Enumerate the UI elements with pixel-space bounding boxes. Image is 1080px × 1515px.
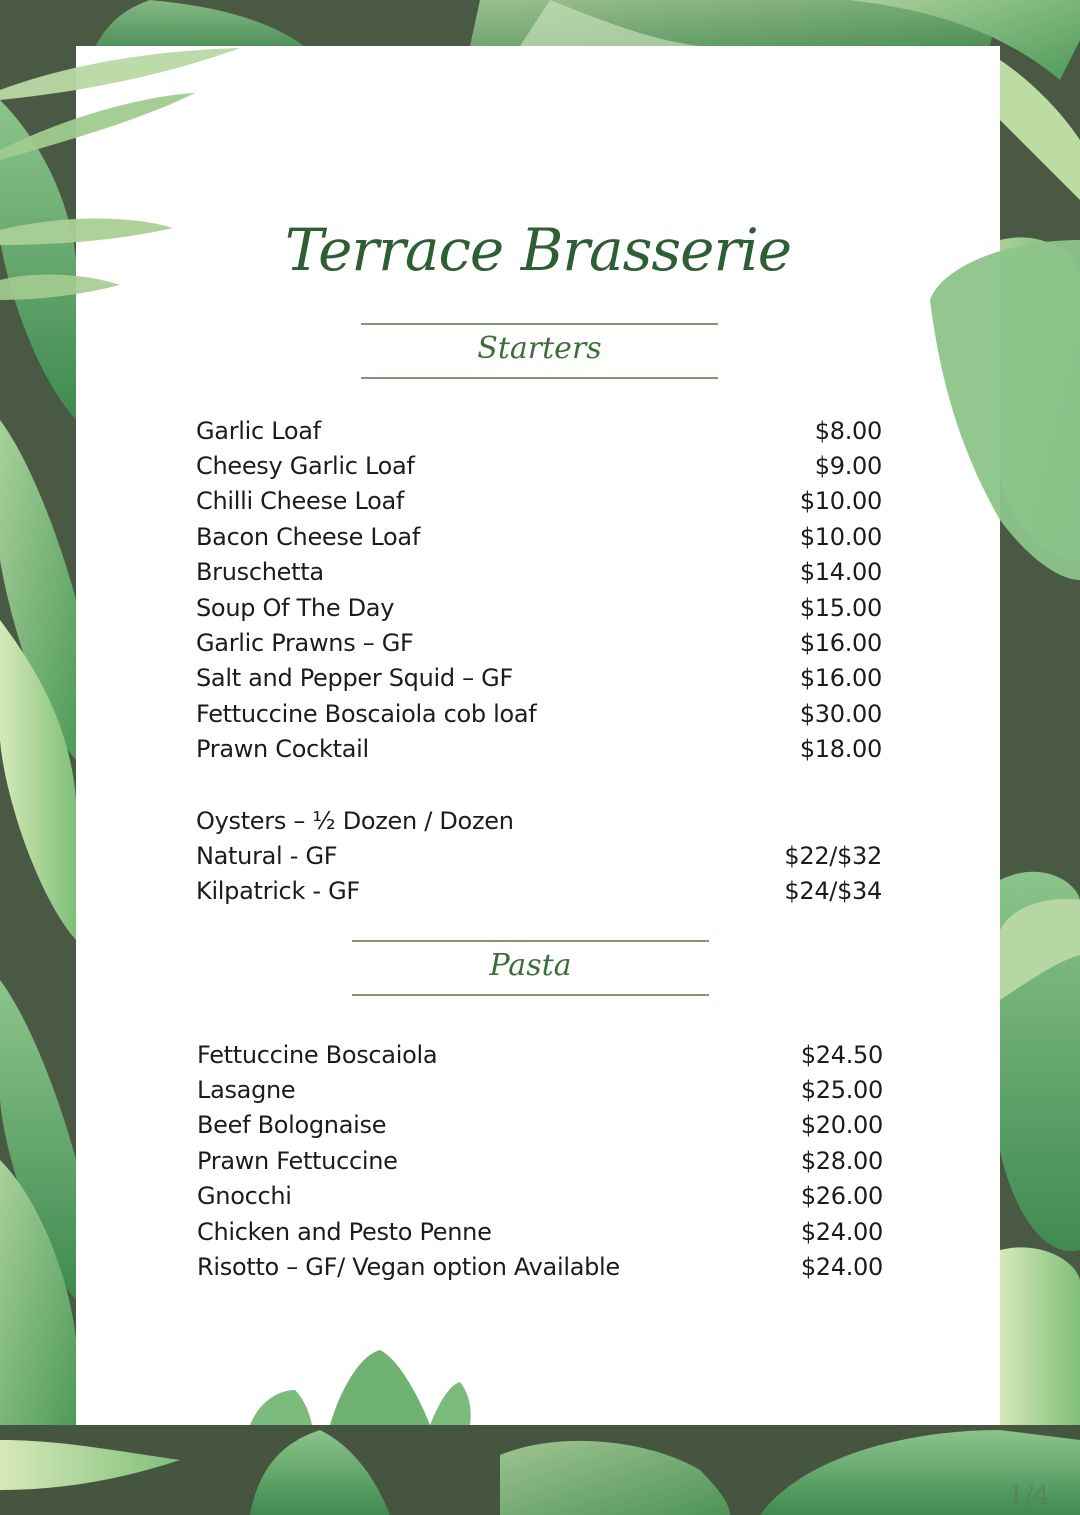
item-price: $25.00 (800, 1076, 883, 1105)
divider-line (352, 940, 709, 942)
menu-item (196, 519, 882, 554)
item-price: $28.00 (800, 1146, 883, 1175)
menu-item (196, 413, 882, 448)
item-price: $26.00 (800, 1182, 883, 1211)
menu-item (196, 448, 882, 483)
item-name: Bruschetta (196, 558, 324, 587)
item-price: $30.00 (799, 699, 882, 728)
menu-item (197, 1179, 883, 1214)
oysters-list (196, 803, 882, 909)
item-price: $22/$32 (784, 841, 882, 870)
item-price: $24/$34 (784, 877, 882, 906)
item-name: Fettuccine Boscaiola cob loaf (196, 699, 537, 728)
subsection-title: Oysters – ½ Dozen / Dozen (196, 806, 514, 835)
item-price: $16.00 (799, 664, 882, 693)
menu-item (197, 1214, 883, 1249)
pasta-list (197, 1037, 883, 1285)
page-indicator: 1/4 (1008, 1481, 1050, 1511)
item-name: Chilli Cheese Loaf (196, 487, 405, 516)
item-name: Chicken and Pesto Penne (197, 1217, 492, 1246)
menu-item (196, 873, 882, 908)
menu-item (196, 732, 882, 767)
item-price: $10.00 (799, 487, 882, 516)
divider-line (361, 377, 718, 379)
starters-list (196, 413, 882, 767)
menu-item (197, 1037, 883, 1072)
item-name: Garlic Loaf (196, 416, 321, 445)
menu-item (196, 555, 882, 590)
menu-item (196, 484, 882, 519)
section-header-starters (361, 323, 718, 379)
item-name: Soup Of The Day (196, 593, 395, 622)
item-name: Prawn Fettuccine (197, 1146, 398, 1175)
menu-item (196, 590, 882, 625)
item-name: Salt and Pepper Squid – GF (196, 664, 513, 693)
item-name: Natural - GF (196, 841, 338, 870)
item-name: Gnocchi (197, 1182, 292, 1211)
section-title: Starters (477, 331, 602, 366)
item-name: Prawn Cocktail (196, 735, 369, 764)
menu-item (196, 838, 882, 873)
menu-item (196, 696, 882, 731)
item-name: Bacon Cheese Loaf (196, 522, 420, 551)
item-price: $15.00 (799, 593, 882, 622)
item-name: Lasagne (197, 1076, 296, 1105)
item-name: Risotto – GF/ Vegan option Available (197, 1253, 620, 1282)
item-price: $9.00 (814, 452, 882, 481)
item-price: $16.00 (799, 629, 882, 658)
item-price: $18.00 (799, 735, 882, 764)
menu-item (197, 1249, 883, 1284)
menu-item (197, 1143, 883, 1178)
item-name: Garlic Prawns – GF (196, 629, 414, 658)
item-name: Kilpatrick - GF (196, 877, 360, 906)
divider-line (361, 323, 718, 325)
item-price: $24.00 (800, 1253, 883, 1282)
item-name: Beef Bolognaise (197, 1111, 387, 1140)
item-name: Cheesy Garlic Loaf (196, 452, 415, 481)
item-name: Fettuccine Boscaiola (197, 1040, 438, 1069)
item-price: $10.00 (799, 522, 882, 551)
item-price: $24.50 (800, 1040, 883, 1069)
item-price: $14.00 (799, 558, 882, 587)
section-title: Pasta (489, 948, 572, 983)
item-price: $24.00 (800, 1217, 883, 1246)
item-price: $8.00 (814, 416, 882, 445)
item-price: $20.00 (800, 1111, 883, 1140)
menu-item (196, 625, 882, 660)
menu-card (76, 46, 1000, 1425)
restaurant-title: Terrace Brasserie (284, 216, 792, 284)
section-header-pasta (352, 940, 709, 996)
divider-line (352, 994, 709, 996)
menu-item (197, 1072, 883, 1107)
menu-item (197, 1108, 883, 1143)
menu-item (196, 661, 882, 696)
